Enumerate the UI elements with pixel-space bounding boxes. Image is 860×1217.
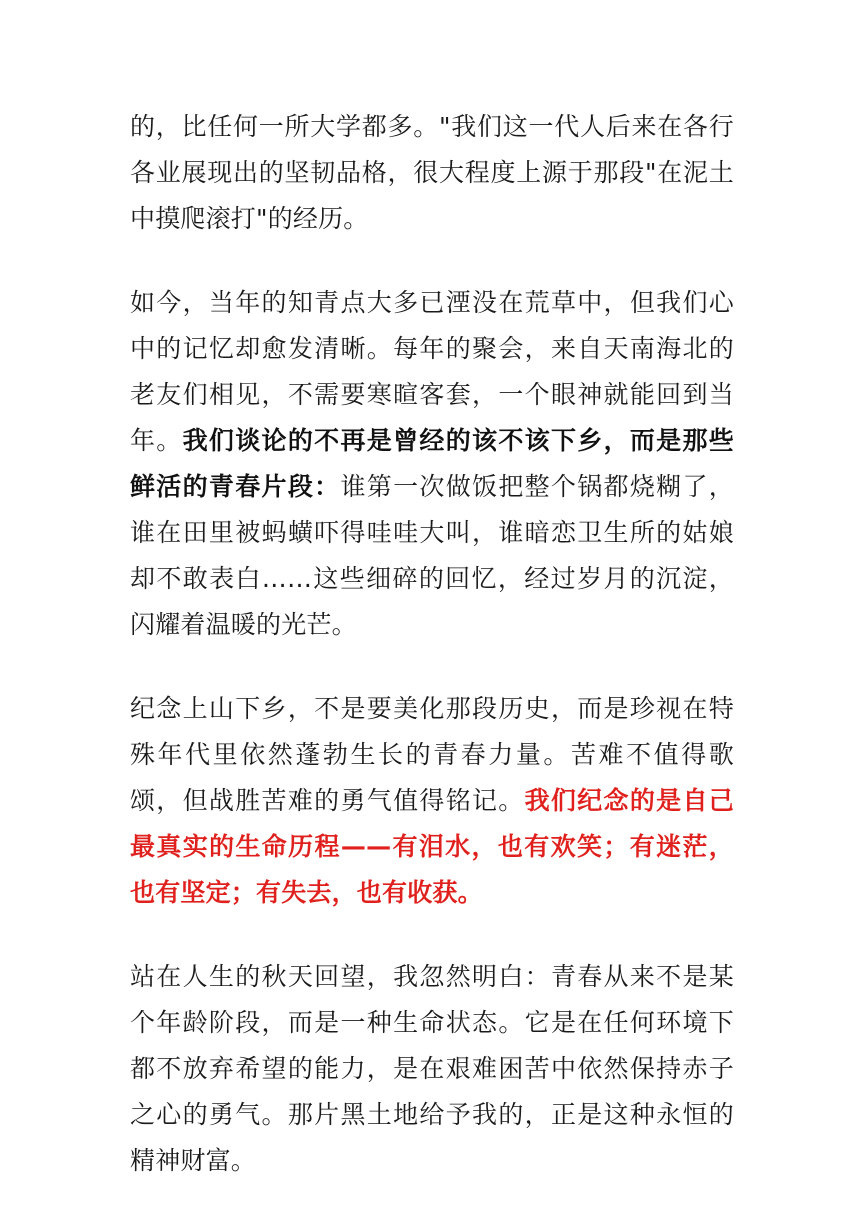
paragraph-2-text-continued: 谁第一次做饭把整个锅都烧糊了，谁在田里被蚂蟥吓得哇哇大叫，谁暗恋卫生所的姑娘却不敢表白……这些细碎的回忆，经过岁月的沉淀，闪耀着温暖的光芒。 <box>130 472 734 639</box>
paragraph-3-text: 纪念上山下乡，不是要美化那段历史，而是珍视在特殊年代里依然蓬勃生长的青春力量。苦难不值得歌颂，但战胜苦难的勇气值得铭记。 <box>130 694 734 815</box>
article-body <box>130 104 734 1184</box>
paragraph-1-text: 的，比任何一所大学都多。"我们这一代人后来在各行各业展现出的坚韧品格，很大程度上源于那段"在泥土中摸爬滚打"的经历。 <box>130 112 734 233</box>
paragraph-1 <box>130 104 734 242</box>
paragraph-2-text: 如今，当年的知青点大多已湮没在荒草中，但我们心中的记忆却愈发清晰。每年的聚会，来自天南海北的老友们相见，不需要寒暄客套，一个眼神就能回到当年。 <box>130 288 734 455</box>
paragraph-2-bold-text: 我们谈论的不再是曾经的该不该下乡，而是那些鲜活的青春片段： <box>130 426 735 501</box>
paragraph-4 <box>130 954 734 1184</box>
paragraph-2 <box>130 280 734 648</box>
paragraph-3 <box>130 686 734 916</box>
paragraph-4-text: 站在人生的秋天回望，我忽然明白：青春从来不是某个年龄阶段，而是一种生命状态。它是在任何环境下都不放弃希望的能力，是在艰难困苦中依然保持赤子之心的勇气。那片黑土地给予我的，正是这种永恒的精神财富。 <box>130 962 734 1175</box>
paragraph-3-highlight-text: 我们纪念的是自己最真实的生命历程——有泪水，也有欢笑；有迷茫，也有坚定；有失去，也有收获。 <box>130 786 734 907</box>
